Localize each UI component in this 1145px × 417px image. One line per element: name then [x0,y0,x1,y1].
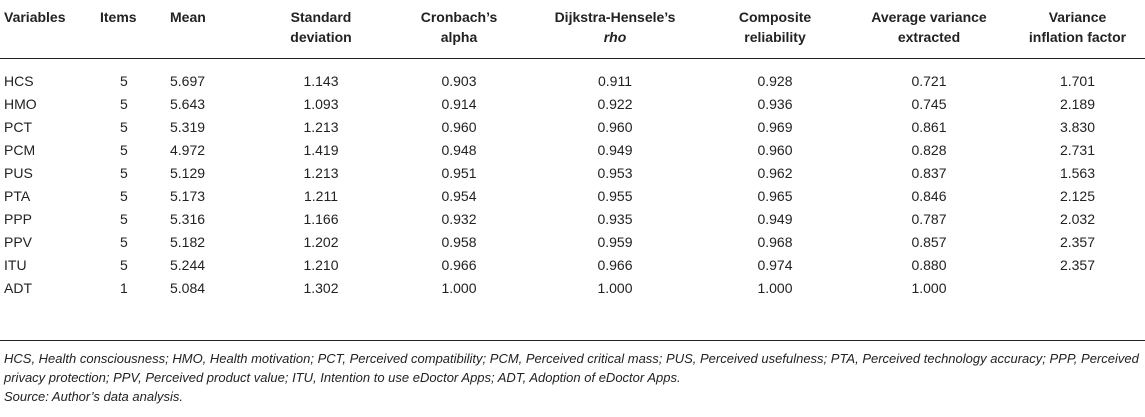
table-row [0,208,1145,231]
cell-cronbach-alpha: 0.948 [441,142,477,158]
cell-composite-reliability: 0.965 [757,188,793,204]
cell-items: 5 [120,73,128,89]
cell-std-dev: 1.419 [303,142,339,158]
cell-items: 5 [120,165,128,181]
header-mean: Mean [166,0,252,58]
cell-composite-reliability: 0.968 [757,234,793,250]
cell-std-dev: 1.213 [303,165,339,181]
cell-variable: ADT [4,280,32,296]
cell-rho: 0.922 [597,96,633,112]
cell-variable: PCM [4,142,36,158]
cell-composite-reliability: 0.962 [757,165,793,181]
cell-rho: 1.000 [597,280,633,296]
cell-ave: 0.846 [911,188,947,204]
cell-vif: 1.563 [1059,165,1096,181]
cell-composite-reliability: 0.928 [757,73,793,89]
cell-std-dev: 1.143 [303,73,339,89]
cell-variable: PTA [4,188,31,204]
cell-rho: 0.935 [597,211,633,227]
cell-mean: 5.182 [170,234,206,250]
cell-ave: 0.721 [911,73,947,89]
cell-std-dev: 1.211 [304,188,338,204]
cell-vif: 2.125 [1059,188,1096,204]
cell-items: 5 [120,142,128,158]
cell-cronbach-alpha: 0.903 [441,73,477,89]
table-row [0,185,1145,208]
cell-std-dev: 1.302 [303,280,339,296]
table-row [0,277,1145,300]
header-items: Items [96,0,166,58]
cell-variable: HMO [4,96,37,112]
cell-items: 5 [120,119,128,135]
header-composite-reliability: Composite reliability [702,0,848,58]
cell-variable: PPV [4,234,33,250]
cell-rho: 0.911 [598,73,632,89]
cell-ave: 0.837 [911,165,947,181]
cell-std-dev: 1.210 [303,257,339,273]
cell-rho: 0.955 [597,188,633,204]
cell-cronbach-alpha: 0.951 [441,165,477,181]
table-notes [4,349,1142,406]
cell-std-dev: 1.202 [303,234,339,250]
header-standard-deviation: Standard deviation [252,0,390,58]
header-variables: Variables [0,0,96,58]
cell-vif: 3.830 [1059,119,1096,135]
cell-items: 5 [120,257,128,273]
cell-cronbach-alpha: 0.958 [441,234,477,250]
cell-mean: 5.697 [170,73,206,89]
header-average-variance-extracted: Average variance extracted [848,0,1010,58]
header-dijkstra-hensele-rho: Dijkstra-Hensele’s rho [528,0,702,58]
table-row [0,231,1145,254]
cell-vif: 2.357 [1059,234,1096,250]
cell-mean: 5.316 [170,211,206,227]
cell-rho: 0.953 [597,165,633,181]
cell-mean: 4.972 [170,142,206,158]
table-row [0,93,1145,116]
cell-rho: 0.949 [597,142,633,158]
cell-mean: 5.643 [170,96,206,112]
table-row [0,70,1145,93]
table-body [0,58,1145,300]
cell-cronbach-alpha: 0.960 [441,119,477,135]
cell-std-dev: 1.093 [303,96,339,112]
table-row [0,162,1145,185]
cell-vif: 1.701 [1059,73,1096,89]
header-row [0,0,1145,58]
cell-mean: 5.084 [170,280,206,296]
cell-ave: 0.880 [911,257,947,273]
table-row [0,254,1145,277]
cell-mean: 5.173 [170,188,206,204]
cell-ave: 0.745 [911,96,947,112]
cell-cronbach-alpha: 0.914 [441,96,477,112]
cell-ave: 0.787 [911,211,947,227]
cell-vif: 2.357 [1059,257,1096,273]
cell-composite-reliability: 0.969 [757,119,793,135]
header-cronbachs-alpha: Cronbach’s alpha [390,0,528,58]
cell-composite-reliability: 0.960 [757,142,793,158]
cell-variable: ITU [4,257,27,273]
cell-composite-reliability: 0.949 [757,211,793,227]
cell-cronbach-alpha: 0.932 [441,211,477,227]
cell-ave: 0.861 [911,119,947,135]
cell-mean: 5.244 [170,257,206,273]
cell-vif [1010,277,1145,300]
cell-cronbach-alpha: 1.000 [441,280,477,296]
cell-composite-reliability: 1.000 [757,280,793,296]
cell-items: 1 [120,280,128,296]
cell-vif: 2.189 [1059,96,1096,112]
source-note: Source: Author’s data analysis. [4,389,183,404]
cell-ave: 1.000 [911,280,947,296]
abbreviation-note: HCS, Health consciousness; HMO, Health motivation; PCT, Perceived compatibility; PCM, Perceived critical mass; PUS, Perceived usefulness; PTA, Perceived technology accuracy; PPP, Perceived privacy protection; PPV, Perceived product value; ITU, Intention to use eDoctor Apps; ADT, Adoption of eDoctor Apps. [4,351,1139,385]
cell-variable: HCS [4,73,34,89]
cell-items: 5 [120,211,128,227]
cell-mean: 5.129 [170,165,206,181]
cell-vif: 2.032 [1059,211,1096,227]
cell-cronbach-alpha: 0.966 [441,257,477,273]
cell-variable: PUS [4,165,33,181]
table-row [0,116,1145,139]
cell-std-dev: 1.166 [303,211,339,227]
cell-composite-reliability: 0.974 [757,257,793,273]
cell-rho: 0.966 [597,257,633,273]
cell-rho: 0.960 [597,119,633,135]
table-bottom-rule [0,340,1145,341]
cell-rho: 0.959 [597,234,633,250]
header-variance-inflation-factor: Variance inflation factor [1010,0,1145,58]
cell-items: 5 [120,96,128,112]
cell-items: 5 [120,234,128,250]
cell-std-dev: 1.213 [303,119,339,135]
cell-cronbach-alpha: 0.954 [441,188,477,204]
table-row [0,139,1145,162]
cell-variable: PCT [4,119,32,135]
cell-mean: 5.319 [170,119,206,135]
cell-ave: 0.828 [911,142,947,158]
cell-variable: PPP [4,211,33,227]
spacer-row [0,58,1145,70]
cell-ave: 0.857 [911,234,947,250]
cell-composite-reliability: 0.936 [757,96,793,112]
cell-items: 5 [120,188,128,204]
cell-vif: 2.731 [1059,142,1096,158]
